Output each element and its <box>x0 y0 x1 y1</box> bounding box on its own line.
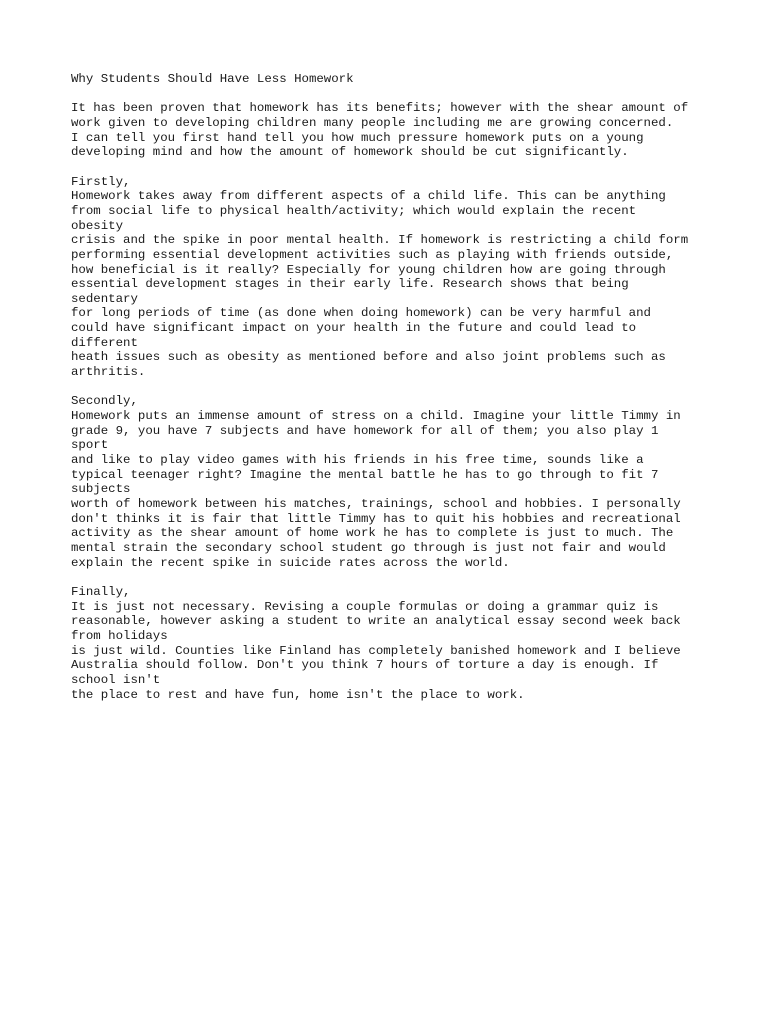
text-line: crisis and the spike in poor mental health. If homework is restricting a child form <box>71 233 689 248</box>
text-line: don't thinks it is fair that little Timmy has to quit his hobbies and recreational <box>71 511 681 526</box>
text-line: work given to developing children many people including me are growing concerned. <box>71 115 674 130</box>
text-line: reasonable, however asking a student to write an analytical essay second week back <box>71 614 681 629</box>
text-line: obesity <box>71 218 124 233</box>
paragraph <box>71 585 731 702</box>
text-line: It has been proven that homework has its benefits; however with the shear amount of <box>71 101 689 116</box>
text-line: could have significant impact on your health in the future and could lead to <box>71 321 637 336</box>
document-title: Why Students Should Have Less Homework <box>71 72 354 86</box>
text-line: It is just not necessary. Revising a couple formulas or doing a grammar quiz is <box>71 599 659 614</box>
text-line: school isn't <box>71 672 161 687</box>
text-line: arthritis. <box>71 365 146 380</box>
text-line: Firstly, <box>71 174 131 189</box>
text-line: Homework puts an immense amount of stress on a child. Imagine your little Timmy in <box>71 409 681 424</box>
text-line: mental strain the secondary school student go through is just not fair and would <box>71 540 666 555</box>
text-line: from social life to physical health/activity; which would explain the recent <box>71 203 637 218</box>
text-line: worth of homework between his matches, trainings, school and hobbies. I personally <box>71 496 681 511</box>
text-line: Australia should follow. Don't you think 7 hours of torture a day is enough. If <box>71 658 659 673</box>
text-line: I can tell you first hand tell you how much pressure homework puts on a young <box>71 130 644 145</box>
text-line: essential development stages in their early life. Research shows that being <box>71 277 629 292</box>
text-line: activity as the shear amount of home work he has to complete is just to much. The <box>71 526 674 541</box>
paragraph <box>71 101 731 160</box>
document-body <box>71 101 731 702</box>
text-line: sedentary <box>71 291 138 306</box>
text-line: and like to play video games with his friends in his free time, sounds like a <box>71 453 644 468</box>
text-line: for long periods of time (as done when doing homework) can be very harmful and <box>71 306 651 321</box>
document-page <box>71 72 731 717</box>
text-line: explain the recent spike in suicide rates across the world. <box>71 555 510 570</box>
text-line: grade 9, you have 7 subjects and have homework for all of them; you also play 1 <box>71 423 659 438</box>
text-line: typical teenager right? Imagine the mental battle he has to go through to fit 7 <box>71 467 659 482</box>
paragraph <box>71 394 731 570</box>
text-line: from holidays <box>71 628 168 643</box>
text-line: is just wild. Counties like Finland has completely banished homework and I believe <box>71 643 681 658</box>
text-line: Homework takes away from different aspects of a child life. This can be anything <box>71 189 666 204</box>
text-line: Secondly, <box>71 394 138 409</box>
text-line: performing essential development activities such as playing with friends outside, <box>71 247 674 262</box>
text-line: different <box>71 335 138 350</box>
text-line: developing mind and how the amount of homework should be cut significantly. <box>71 145 629 160</box>
paragraph <box>71 175 731 380</box>
text-line: sport <box>71 438 109 453</box>
text-line: how beneficial is it really? Especially for young children how are going through <box>71 262 666 277</box>
text-line: the place to rest and have fun, home isn't the place to work. <box>71 687 525 702</box>
text-line: Finally, <box>71 584 131 599</box>
text-line: heath issues such as obesity as mentioned before and also joint problems such as <box>71 350 666 365</box>
text-line: subjects <box>71 482 131 497</box>
